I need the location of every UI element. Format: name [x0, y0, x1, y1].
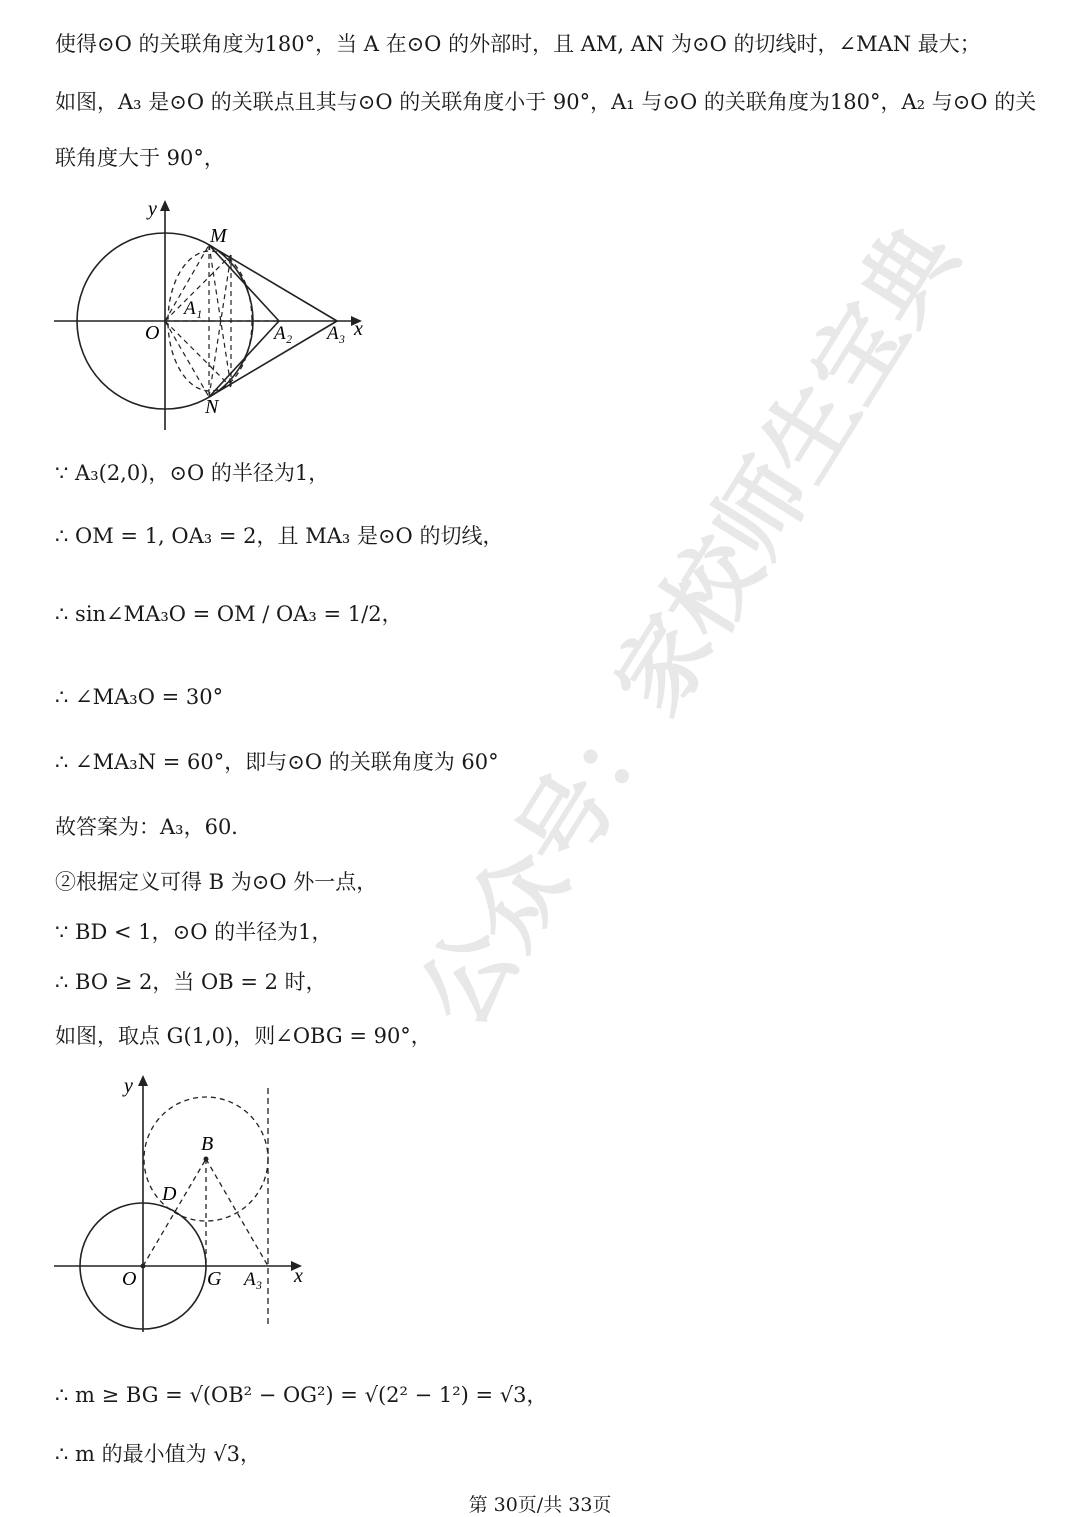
label-g: G [207, 1268, 222, 1290]
line-2: 如图，A₃ 是⊙O 的关联点且其与⊙O 的关联角度小于 90°，A₁ 与⊙O 的关联角度为180°，A₂ 与⊙O 的关 [55, 90, 1037, 114]
tangent-ma3 [209, 245, 337, 321]
label-m: M [210, 225, 227, 247]
label-d: D [162, 1183, 177, 1205]
line-15: ∴ m 的最小值为 √3， [55, 1442, 262, 1466]
label-n: N [205, 396, 219, 418]
label-y: y [148, 198, 157, 220]
line-5: ∴ OM = 1, OA₃ = 2，且 MA₃ 是⊙O 的切线， [55, 524, 504, 548]
label-y: y [124, 1075, 133, 1097]
line-14: ∴ m ≥ BG = √(OB² − OG²) = √(2² − 1²) = √3， [55, 1383, 548, 1407]
line-4: ∵ A₃(2,0)，⊙O 的半径为1， [55, 461, 330, 485]
line-11: ∵ BD < 1，⊙O 的半径为1， [55, 920, 333, 944]
line-6: ∴ sin∠MA₃O = OM / OA₃ = 1/2， [55, 602, 403, 626]
line-13: 如图，取点 G(1,0)，则∠OBG = 90°， [55, 1024, 432, 1048]
y-arrow-icon [160, 200, 170, 211]
label-x: x [354, 318, 363, 340]
tangent-na3 [209, 321, 337, 397]
line-12: ∴ BO ≥ 2，当 OB = 2 时， [55, 970, 327, 994]
line-8: ∴ ∠MA₃N = 60°，即与⊙O 的关联角度为 60° [55, 750, 499, 774]
line-9: 故答案为：A₃，60． [55, 815, 253, 839]
label-a1: A₁ [184, 298, 203, 319]
watermark: 公众号：家校师生宝典 [399, 207, 978, 1045]
line-3: 联角度大于 90°， [55, 146, 225, 170]
figure-2 [50, 1070, 320, 1335]
label-x: x [294, 1265, 303, 1287]
label-b: B [201, 1133, 214, 1155]
line-1: 使得⊙O 的关联角度为180°，当 A 在⊙O 的外部时，且 AM, AN 为⊙O 的切线时，∠MAN 最大； [55, 32, 981, 56]
line-10: ②根据定义可得 B 为⊙O 外一点， [55, 870, 378, 894]
figure-1 [50, 195, 380, 435]
label-o: O [145, 322, 160, 344]
label-a3: A₃ [327, 323, 346, 344]
label-o: O [122, 1268, 137, 1290]
label-a2: A₂ [274, 323, 293, 344]
point-b [204, 1157, 209, 1162]
label-a3: A₃ [244, 1269, 263, 1290]
page-footer: 第 30页/共 33页 [468, 1494, 612, 1516]
line-7: ∴ ∠MA₃O = 30° [55, 685, 224, 709]
point-o [141, 1264, 146, 1269]
y-arrow-icon [138, 1075, 148, 1086]
